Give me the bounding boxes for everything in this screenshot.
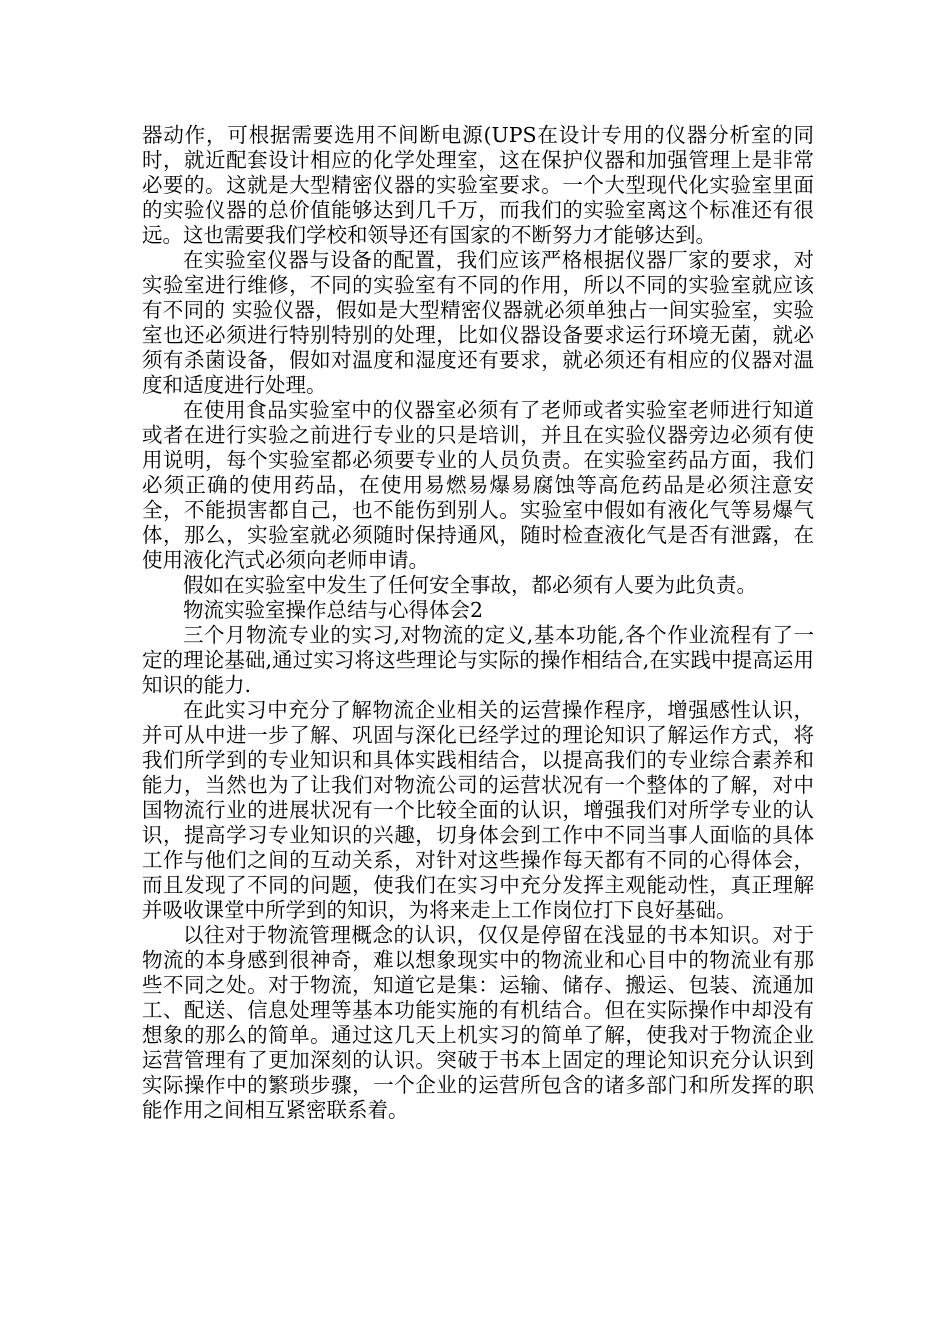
- paragraph-logistics-reflection: 以往对于物流管理概念的认识，仅仅是停留在浅显的书本知识。对于物流的本身感到很神奇，难以想象现实中的物流业和心目中的物流业有那些不同之处。对于物流，知道它是集：运输、储存、搬运、包装、流通加工、配送、信息处理等基本功能实施的有机结合。但在实际操作中却没有想象的那么的简单。通过这几天上机实习的简单了解，使我对于物流企业运营管理有了更加深刻的认识。突破于书本上固定的理论知识充分认识到实际操作中的繁琐步骤，一个企业的运营所包含的诸多部门和所发挥的职能作用之间相互紧密联系着。: [142, 923, 814, 1122]
- section-heading: 物流实验室操作总结与心得体会2: [183, 598, 484, 622]
- paragraph-lab-safety: 在使用食品实验室中的仪器室必须有了老师或者实验室老师进行知道或者在进行实验之前进行专业的只是培训，并且在实验仪器旁边必须有使用说明，每个实验室都必须要专业的人员负责。在实验室药品方面，我们必须正确的使用药品，在使用易燃易爆易腐蚀等高危药品是必须注意安全，不能损害都自己，也不能伤到别人。实验室中假如有液化气等易爆气体，那么，实验室就必须随时保持通风，随时检查液化气是否有泄露，在使用液化汽式必须向老师申请。: [142, 398, 814, 572]
- paragraph-internship-intro: 三个月物流专业的实习,对物流的定义,基本功能,各个作业流程有了一定的理论基础,通过实习将这些理论与实际的操作相结合,在实践中提高运用知识的能力.: [142, 623, 814, 697]
- paragraph-continuation: 器动作，可根据需要选用不间断电源(UPS在设计专用的仪器分析室的同时，就近配套设计相应的化学处理室，这在保护仪器和加强管理上是非常必要的。这就是大型精密仪器的实验室要求。一个大型现代化实验室里面的实验仪器的总价值能够达到几千万，而我们的实验室离这个标准还有很远。这也需要我们学校和领导还有国家的不断努力才能够达到。: [142, 123, 814, 247]
- document-body: [142, 123, 814, 1123]
- paragraph-responsibility: 假如在实验室中发生了任何安全事故，都必须有人要为此负责。: [183, 573, 757, 597]
- paragraph-equipment-config: 在实验室仪器与设备的配置，我们应该严格根据仪器厂家的要求，对实验室进行维修，不同的实验室有不同的作用，所以不同的实验室就应该有不同的 实验仪器，假如是大型精密仪器就必须单独占一间实验室，实验室也还必须进行特别特别的处理，比如仪器设备要求运行环境无菌，就必须有杀菌设备，假如对温度和湿度还有要求，就必须还有相应的仪器对温度和适度进行处理。: [142, 248, 814, 397]
- paragraph-internship-details: 在此实习中充分了解物流企业相关的运营操作程序，增强感性认识，并可从中进一步了解、巩固与深化已经学过的理论知识了解运作方式，将我们所学到的专业知识和具体实践相结合，以提高我们的专业综合素养和能力，当然也为了让我们对物流公司的运营状况有一个整体的了解，对中国物流行业的进展状况有一个比较全面的认识，增强我们对所学专业的认识，提高学习专业知识的兴趣，切身体会到工作中不同当事人面临的具体工作与他们之间的互动关系，对针对这些操作每天都有不同的心得体会，而且发现了不同的问题，使我们在实习中充分发挥主观能动性，真正理解并吸收课堂中所学到的知识，为将来走上工作岗位打下良好基础。: [142, 698, 814, 922]
